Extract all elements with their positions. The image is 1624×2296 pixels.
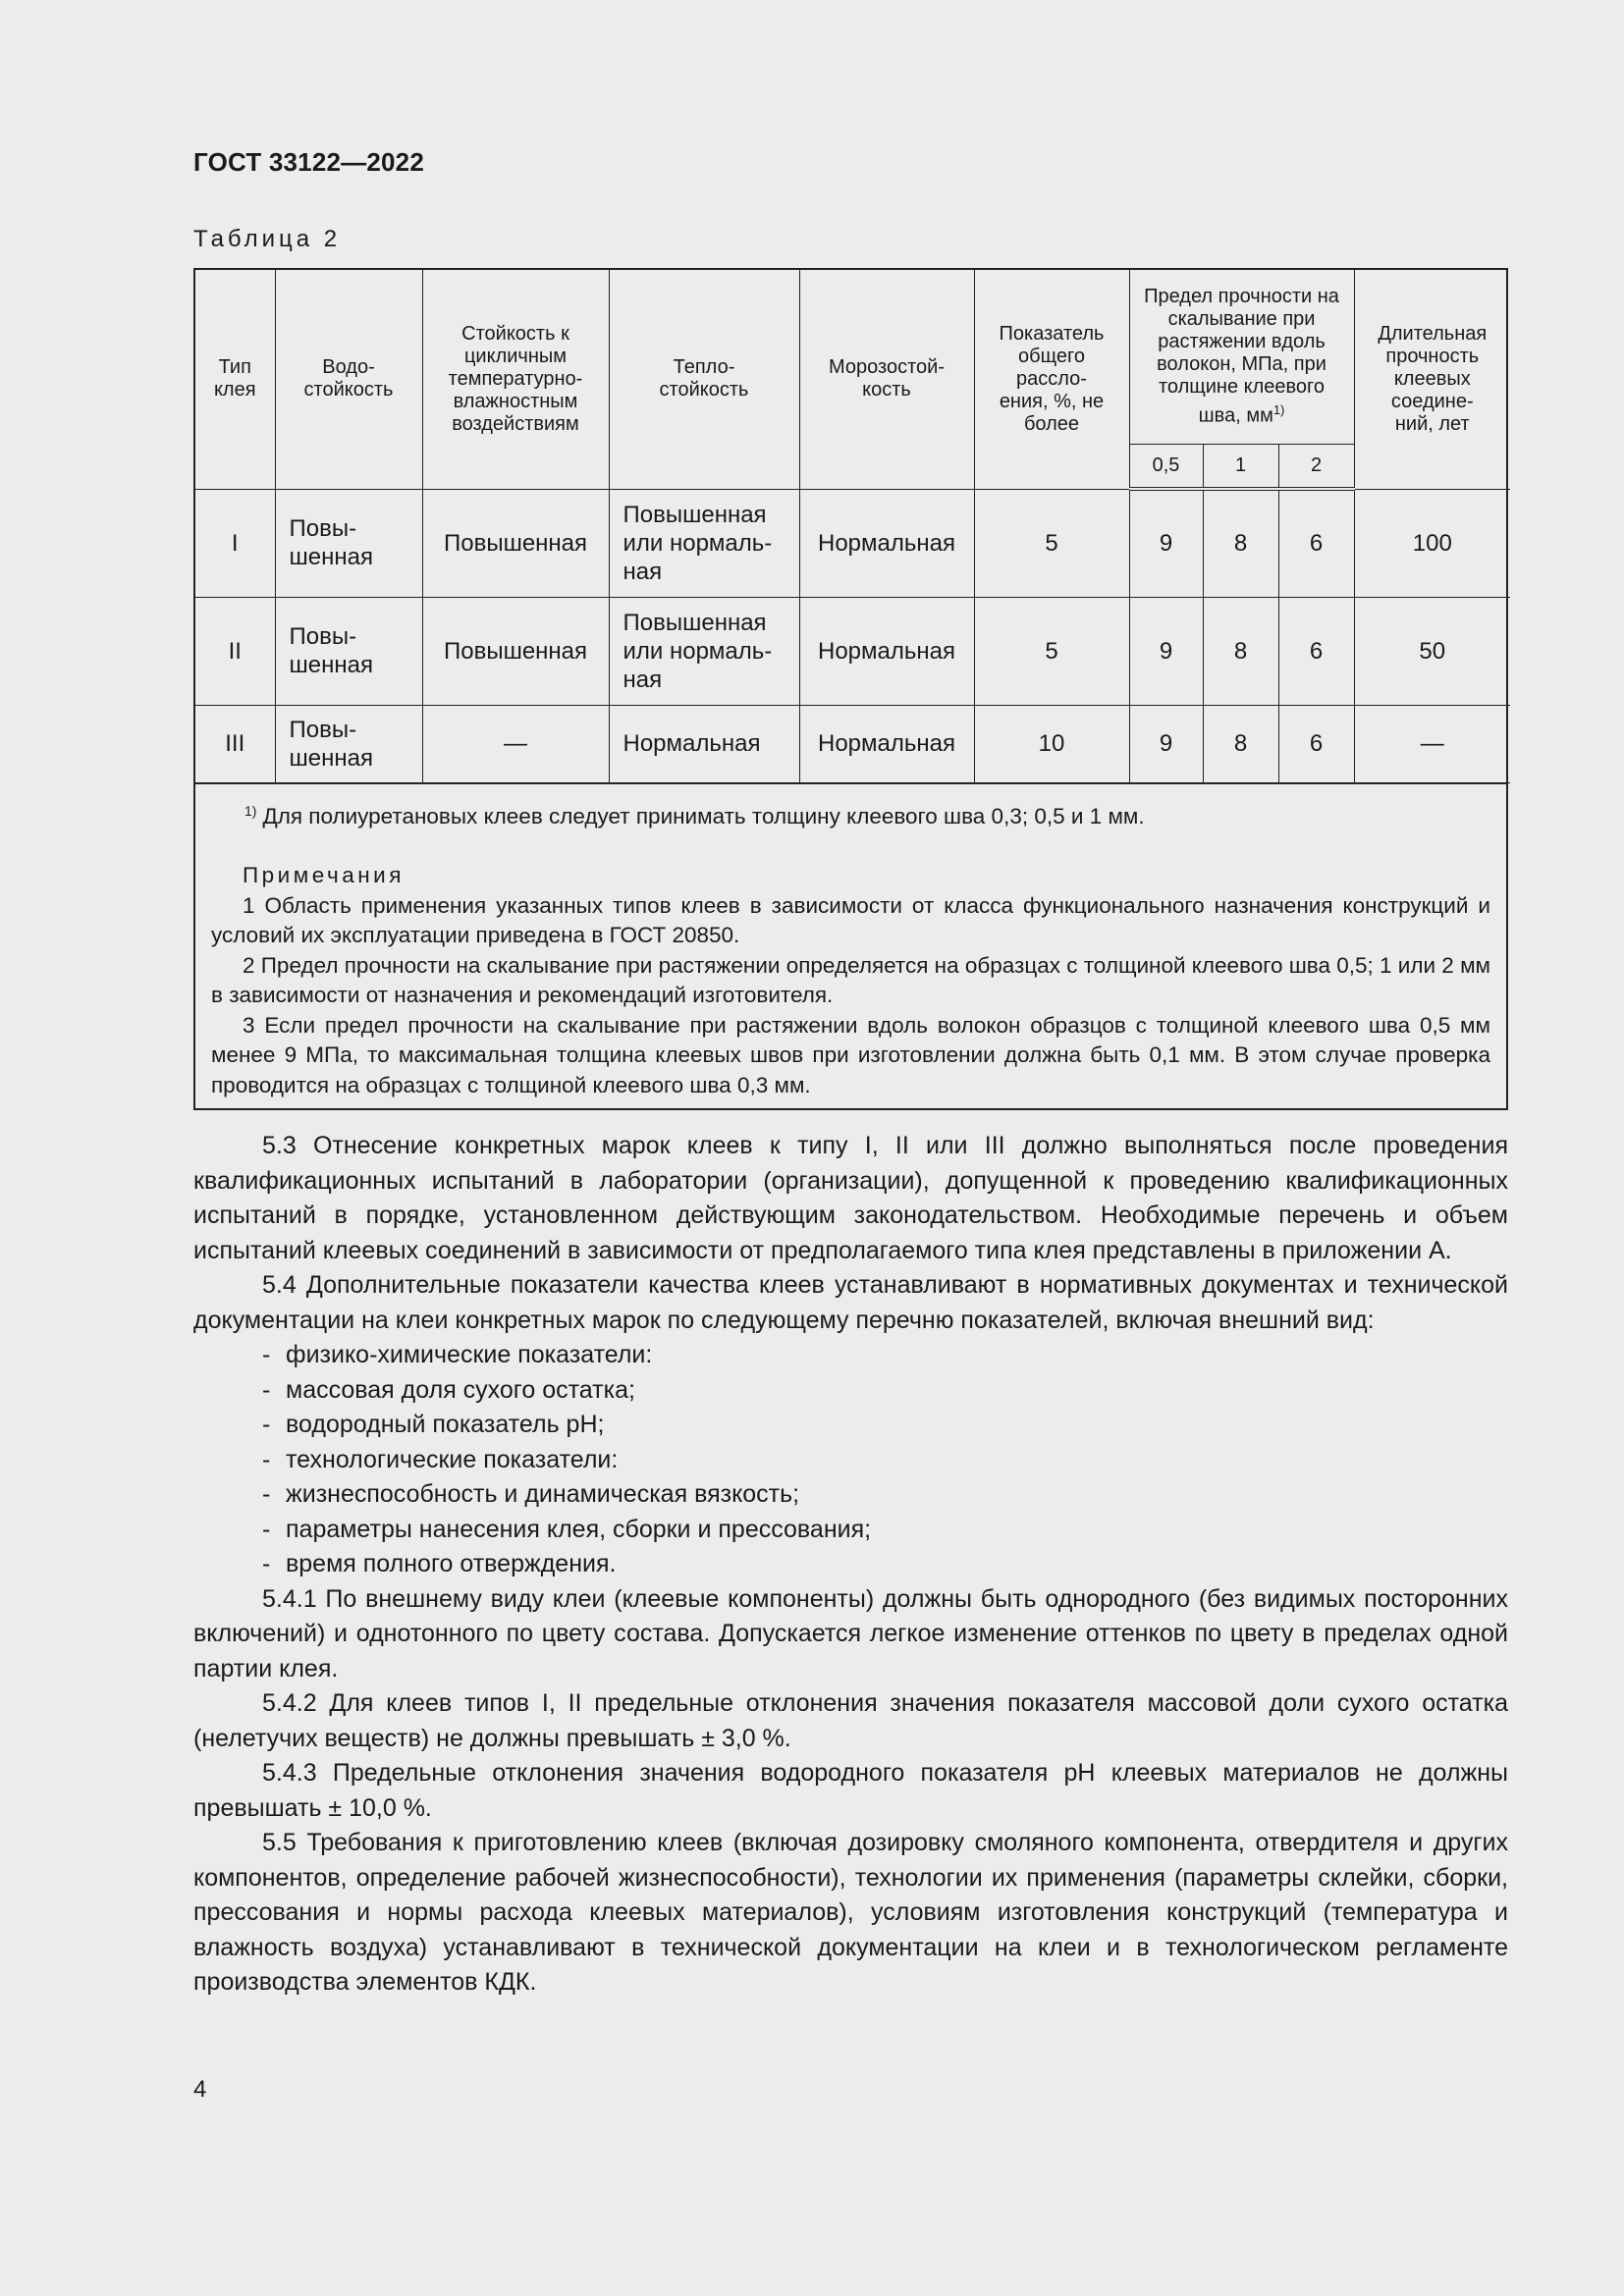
cell-water: Повы- шенная xyxy=(275,705,422,782)
cell-shear-0-5: 9 xyxy=(1129,597,1203,705)
cell-water: Повы- шенная xyxy=(275,597,422,705)
paragraph-5-4-2: 5.4.2 Для клеев типов I, II предельные отклонения значения показателя массовой доли сухого остатка (нелетучих веществ) не должны превышать ± 3,0 %. xyxy=(193,1689,1508,1752)
cell-heat: Нормальная xyxy=(609,705,799,782)
cell-shear-1: 8 xyxy=(1203,597,1278,705)
col-header-delamination: Показатель общего рассло- ения, %, не более xyxy=(974,270,1129,489)
cell-shear-2: 6 xyxy=(1278,705,1354,782)
cell-delamination: 5 xyxy=(974,597,1129,705)
list-item: - физико-химические показатели: xyxy=(262,1338,1508,1373)
cell-cyclic: Повышенная xyxy=(422,489,609,597)
cell-heat: Повышенная или нормаль- ная xyxy=(609,597,799,705)
cell-shear-2: 6 xyxy=(1278,597,1354,705)
col-header-cyclic-resistance: Стойкость к цикличным температурно-влажностным воздействиям xyxy=(422,270,609,489)
cell-shear-1: 8 xyxy=(1203,705,1278,782)
document-id-header: ГОСТ 33122—2022 xyxy=(193,147,424,177)
col-header-water-resistance: Водо- стойкость xyxy=(275,270,422,489)
cell-frost: Нормальная xyxy=(799,597,974,705)
col-header-shear-0-5: 0,5 xyxy=(1129,444,1203,489)
cell-long-term: 50 xyxy=(1354,597,1510,705)
cell-cyclic: — xyxy=(422,705,609,782)
cell-cyclic: Повышенная xyxy=(422,597,609,705)
cell-type: III xyxy=(195,705,275,782)
table-footnote: $^{1)}$ Для полиуретановых клеев следует принимать толщину клеевого шва 0,3; 0,5 и 1 мм. xyxy=(244,802,1145,828)
note-item: 3 Если предел прочности на скалывание при растяжении вдоль волокон образцов с толщиной клеевого шва 0,5 мм менее 9 МПа, то максимальная толщина клеевых швов при изготовлении должна быть 0,1 мм. В этом случае проверка проводится на образцах с толщиной клеевого шва 0,3 мм. xyxy=(211,1012,1490,1097)
table-notes xyxy=(195,783,1506,1109)
cell-long-term: 100 xyxy=(1354,489,1510,597)
cell-delamination: 10 xyxy=(974,705,1129,782)
list-item: - массовая доля сухого остатка; xyxy=(262,1373,1508,1409)
quality-indicators-list xyxy=(193,1338,1508,1582)
cell-shear-0-5: 9 xyxy=(1129,489,1203,597)
cell-shear-0-5: 9 xyxy=(1129,705,1203,782)
body-text xyxy=(193,1129,1508,2001)
col-header-shear-strength: Предел прочности на скалывание при растяжении вдоль волокон, МПа, при толщине клеевого шва, $мм^{1)}$ xyxy=(1129,270,1354,444)
paragraph-5-4-3: 5.4.3 Предельные отклонения значения водородного показателя pH клеевых материалов не должны превышать ± 10,0 %. xyxy=(193,1759,1508,1822)
cell-type: I xyxy=(195,489,275,597)
adhesive-properties-table xyxy=(193,268,1508,1110)
col-header-type: Тип клея xyxy=(195,270,275,489)
col-header-long-term-strength: Длительная прочность клеевых соедине- ний, лет xyxy=(1354,270,1510,489)
cell-frost: Нормальная xyxy=(799,705,974,782)
list-item: - жизнеспособность и динамическая вязкость; xyxy=(262,1477,1508,1513)
table-row xyxy=(195,489,1510,597)
cell-shear-1: 8 xyxy=(1203,489,1278,597)
list-item: - параметры нанесения клея, сборки и прессования; xyxy=(262,1513,1508,1548)
cell-water: Повы- шенная xyxy=(275,489,422,597)
paragraph-5-3: 5.3 Отнесение конкретных марок клеев к типу I, II или III должно выполняться после проведения квалификационных испытаний в лаборатории (организации), допущенной к проведению квалификационных испытаний в порядке, установленном действующим законодательством. Необходимые перечень и объем испытаний клеевых соединений в зависимости от предполагаемого типа клея представлены в приложении А. xyxy=(193,1132,1508,1264)
col-header-frost-resistance: Морозостой- кость xyxy=(799,270,974,489)
list-item: - время полного отверждения. xyxy=(262,1547,1508,1582)
note-item: 1 Область применения указанных типов клеев в зависимости от класса функционального назначения конструкций и условий их эксплуатации приведена в ГОСТ 20850. xyxy=(211,892,1490,947)
col-header-shear-2: 2 xyxy=(1278,444,1354,489)
paragraph-5-5: 5.5 Требования к приготовлению клеев (включая дозировку смоляного компонента, отвердителя и других компонентов, определение рабочей жизнеспособности), технологии их применения (параметры склейки, сборки, прессования и нормы расхода клеевых материалов), условиям изготовления конструкций (температура и влажность воздуха) устанавливают в технической документации на клеи и в технологическом регламенте производства элементов КДК. xyxy=(193,1829,1508,1996)
cell-frost: Нормальная xyxy=(799,489,974,597)
list-item: - технологические показатели: xyxy=(262,1443,1508,1478)
cell-long-term: — xyxy=(1354,705,1510,782)
table-row xyxy=(195,705,1510,782)
col-header-heat-resistance: Тепло- стойкость xyxy=(609,270,799,489)
page-number: 4 xyxy=(193,2076,207,2103)
notes-title: Примечания xyxy=(243,863,405,887)
paragraph-5-4: 5.4 Дополнительные показатели качества клеев устанавливают в нормативных документах и технической документации на клеи конкретных марок по следующему перечню показателей, включая внешний вид: xyxy=(193,1271,1508,1334)
note-item: 2 Предел прочности на скалывание при растяжении определяется на образцах с толщиной клеевого шва 0,5; 1 или 2 мм в зависимости от назначения и рекомендаций изготовителя. xyxy=(211,952,1491,1007)
list-item: - водородный показатель pH; xyxy=(262,1408,1508,1443)
cell-heat: Повышенная или нормаль- ная xyxy=(609,489,799,597)
table-caption: Таблица 2 xyxy=(193,226,342,252)
col-header-shear-1: 1 xyxy=(1203,444,1278,489)
cell-shear-2: 6 xyxy=(1278,489,1354,597)
cell-delamination: 5 xyxy=(974,489,1129,597)
paragraph-5-4-1: 5.4.1 По внешнему виду клеи (клеевые компоненты) должны быть однородного (без видимых посторонних включений) и однотонного по цвету состава. Допускается легкое изменение оттенков по цвету в пределах одной партии клея. xyxy=(193,1584,1508,1682)
table-row xyxy=(195,597,1510,705)
cell-type: II xyxy=(195,597,275,705)
